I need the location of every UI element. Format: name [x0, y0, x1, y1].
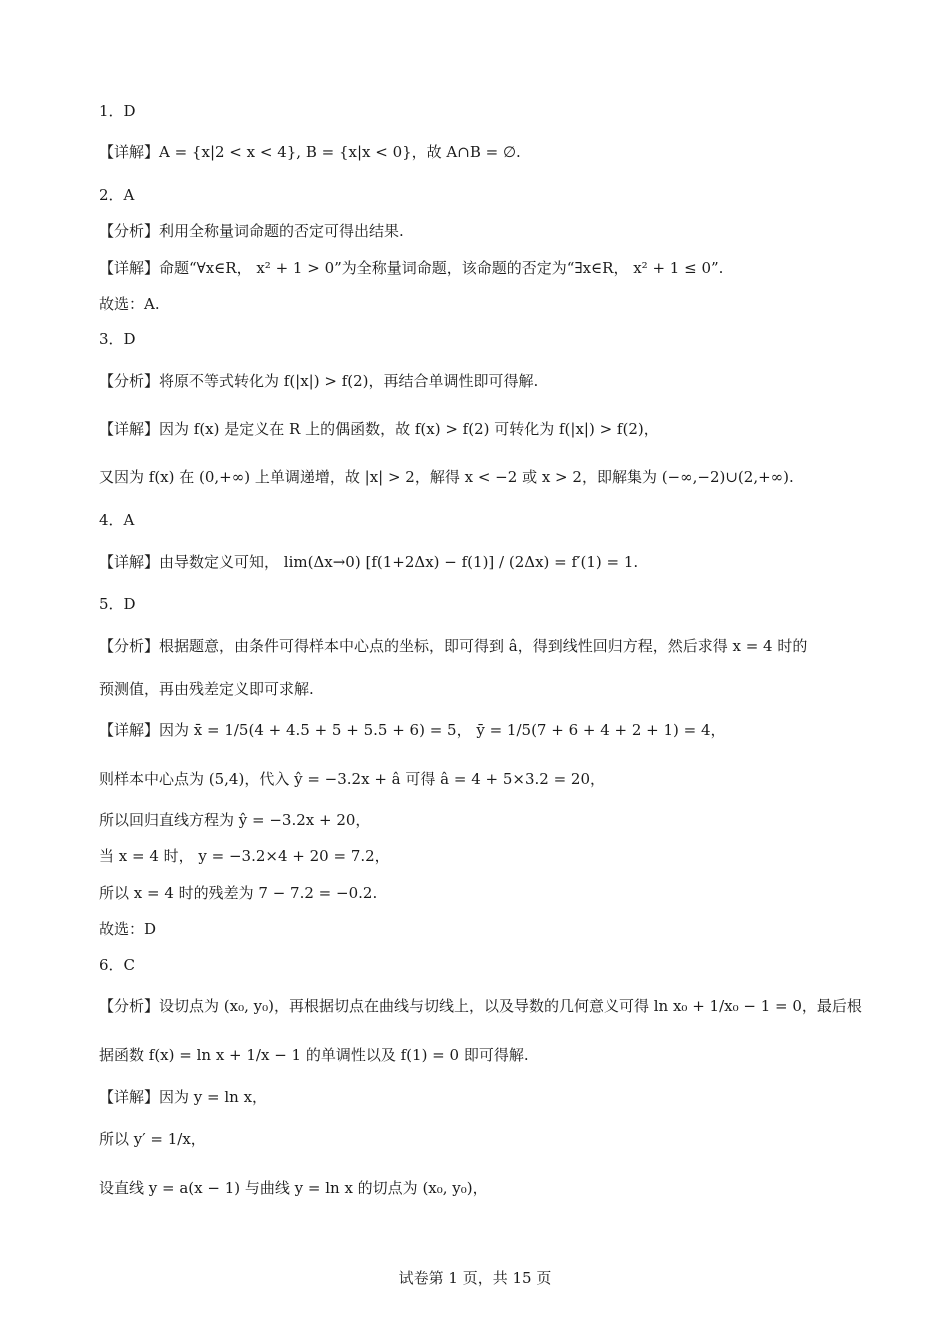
answer-6-detail-cont-2: 设直线 y = a(x − 1) 与曲线 y = ln x 的切点为 (x₀, y₀)， [99, 1179, 488, 1197]
answer-6-analysis: 【分析】设切点为 (x₀, y₀)，再根据切点在曲线与切线上，以及导数的几何意义可得 ln x₀ + 1/x₀ − 1 = 0，最后根 [99, 997, 862, 1015]
answer-5-heading: 5．D [99, 595, 136, 613]
answer-3-heading: 3．D [99, 330, 136, 348]
answer-2-choice: 故选：A. [99, 295, 160, 313]
answer-3-analysis: 【分析】将原不等式转化为 f(|x|) > f(2)，再结合单调性即可得解. [99, 372, 539, 390]
answer-5-choice: 故选：D [99, 920, 157, 938]
answer-2-analysis: 【分析】利用全称量词命题的否定可得出结果. [99, 222, 404, 240]
answer-6-heading: 6．C [99, 956, 136, 974]
answer-6-detail-cont-1: 所以 y′ = 1/x， [99, 1130, 206, 1148]
answer-3-detail-cont: 又因为 f(x) 在 (0,+∞) 上单调递增，故 |x| > 2，解得 x < −2 或 x > 2，即解集为 (−∞,−2)∪(2,+∞). [99, 468, 794, 486]
answer-3-detail: 【详解】因为 f(x) 是定义在 R 上的偶函数，故 f(x) > f(2) 可转化为 f(|x|) > f(2)， [99, 420, 659, 438]
answer-5-analysis: 【分析】根据题意，由条件可得样本中心点的坐标，即可得到 â，得到线性回归方程，然后求得 x = 4 时的 [99, 637, 808, 655]
answer-2-detail: 【详解】命题“∀x∈R， x² + 1 > 0”为全称量词命题，该命题的否定为“∃x∈R， x² + 1 ≤ 0”. [99, 259, 724, 277]
answer-6-detail: 【详解】因为 y = ln x， [99, 1088, 268, 1106]
answer-1-heading: 1．D [99, 102, 136, 120]
answer-4-detail: 【详解】由导数定义可知， lim(Δx→0) [f(1+2Δx) − f(1)] / (2Δx) = f′(1) = 1. [99, 553, 639, 571]
answer-5-detail-cont-1: 则样本中心点为 (5,4)，代入 ŷ = −3.2x + â 可得 â = 4 + 5×3.2 = 20， [99, 770, 605, 788]
answer-5-detail-cont-4: 所以 x = 4 时的残差为 7 − 7.2 = −0.2. [99, 884, 378, 902]
page-footer: 试卷第 1 页，共 15 页 [398, 1269, 552, 1287]
answer-5-analysis-cont: 预测值，再由残差定义即可求解. [99, 680, 314, 698]
answer-4-heading: 4．A [99, 511, 135, 529]
answer-5-detail-cont-2: 所以回归直线方程为 ŷ = −3.2x + 20， [99, 811, 371, 829]
answer-1-detail: 【详解】A = {x|2 < x < 4}, B = {x|x < 0}，故 A∩B = ∅. [99, 143, 521, 161]
answer-5-detail-cont-3: 当 x = 4 时， y = −3.2×4 + 20 = 7.2， [99, 847, 390, 865]
answer-6-analysis-cont: 据函数 f(x) = ln x + 1/x − 1 的单调性以及 f(1) = 0 即可得解. [99, 1046, 529, 1064]
answer-2-heading: 2．A [99, 186, 135, 204]
answer-5-detail: 【详解】因为 x̄ = 1/5(4 + 4.5 + 5 + 5.5 + 6) = 5， ȳ = 1/5(7 + 6 + 4 + 2 + 1) = 4， [99, 721, 726, 739]
